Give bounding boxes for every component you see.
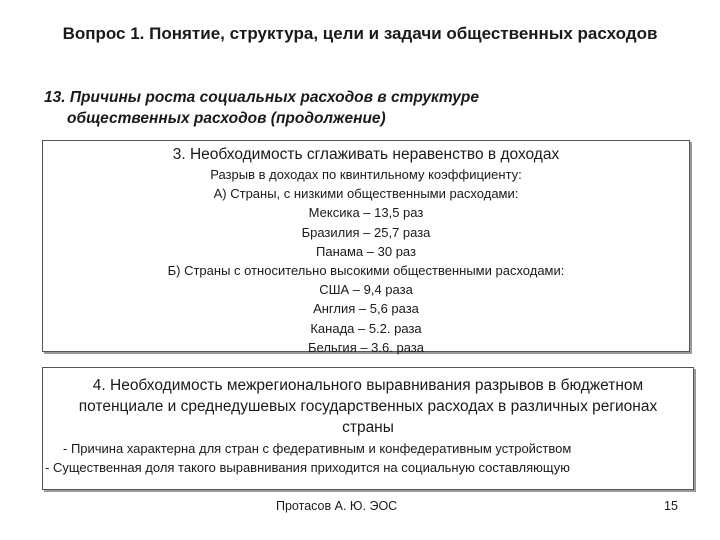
box1-heading: 3. Необходимость сглаживать неравенство в доходах: [172, 146, 560, 163]
box1-line-canada: Канада – 5.2. раза: [310, 320, 422, 336]
box1-line-quintile-gap: Разрыв в доходах по квинтильному коэффициенту:: [210, 167, 522, 182]
interregional-equalization-box: [42, 367, 694, 490]
subtitle-line-2: общественных расходов (продолжение): [67, 110, 386, 127]
slide-title: Вопрос 1. Понятие, структура, цели и задачи общественных расходов: [62, 24, 658, 43]
box2-note-federative: - Причина характерна для стран с федеративным и конфедеративным устройством: [63, 441, 572, 456]
section-subtitle: [44, 87, 604, 129]
page-number: 15: [664, 499, 678, 513]
income-inequality-box: [42, 140, 690, 355]
box1-line-low-spending-group: А) Страны, с низкими общественными расходами:: [213, 186, 519, 202]
box2-note-social-share: - Существенная доля такого выравнивания приходится на социальную составляющую: [45, 460, 570, 475]
box1-line-high-spending-group: Б) Страны с относительно высокими общественными расходами:: [167, 263, 565, 279]
box1-line-brazil: Бразилия – 25,7 раза: [301, 224, 431, 240]
box1-line-mexico: Мексика – 13,5 раз: [308, 205, 424, 221]
subtitle-line-1: 13. Причины роста социальных расходов в структуре: [44, 89, 480, 106]
box1-line-usa: США – 9,4 раза: [319, 282, 413, 298]
box1-line-belgium: Бельгия – 3.6. раза: [308, 339, 424, 355]
box1-line-england: Англия – 5,6 раза: [313, 301, 419, 317]
footer-author: Протасов А. Ю. ЭОС: [276, 499, 398, 513]
box2-heading: 4. Необходимость межрегионального выравнивания разрывов в бюджетном потенциале и среднедушевых государственных расходах в различных регионах страны: [78, 377, 658, 436]
box1-line-panama: Панама – 30 раз: [316, 243, 416, 259]
